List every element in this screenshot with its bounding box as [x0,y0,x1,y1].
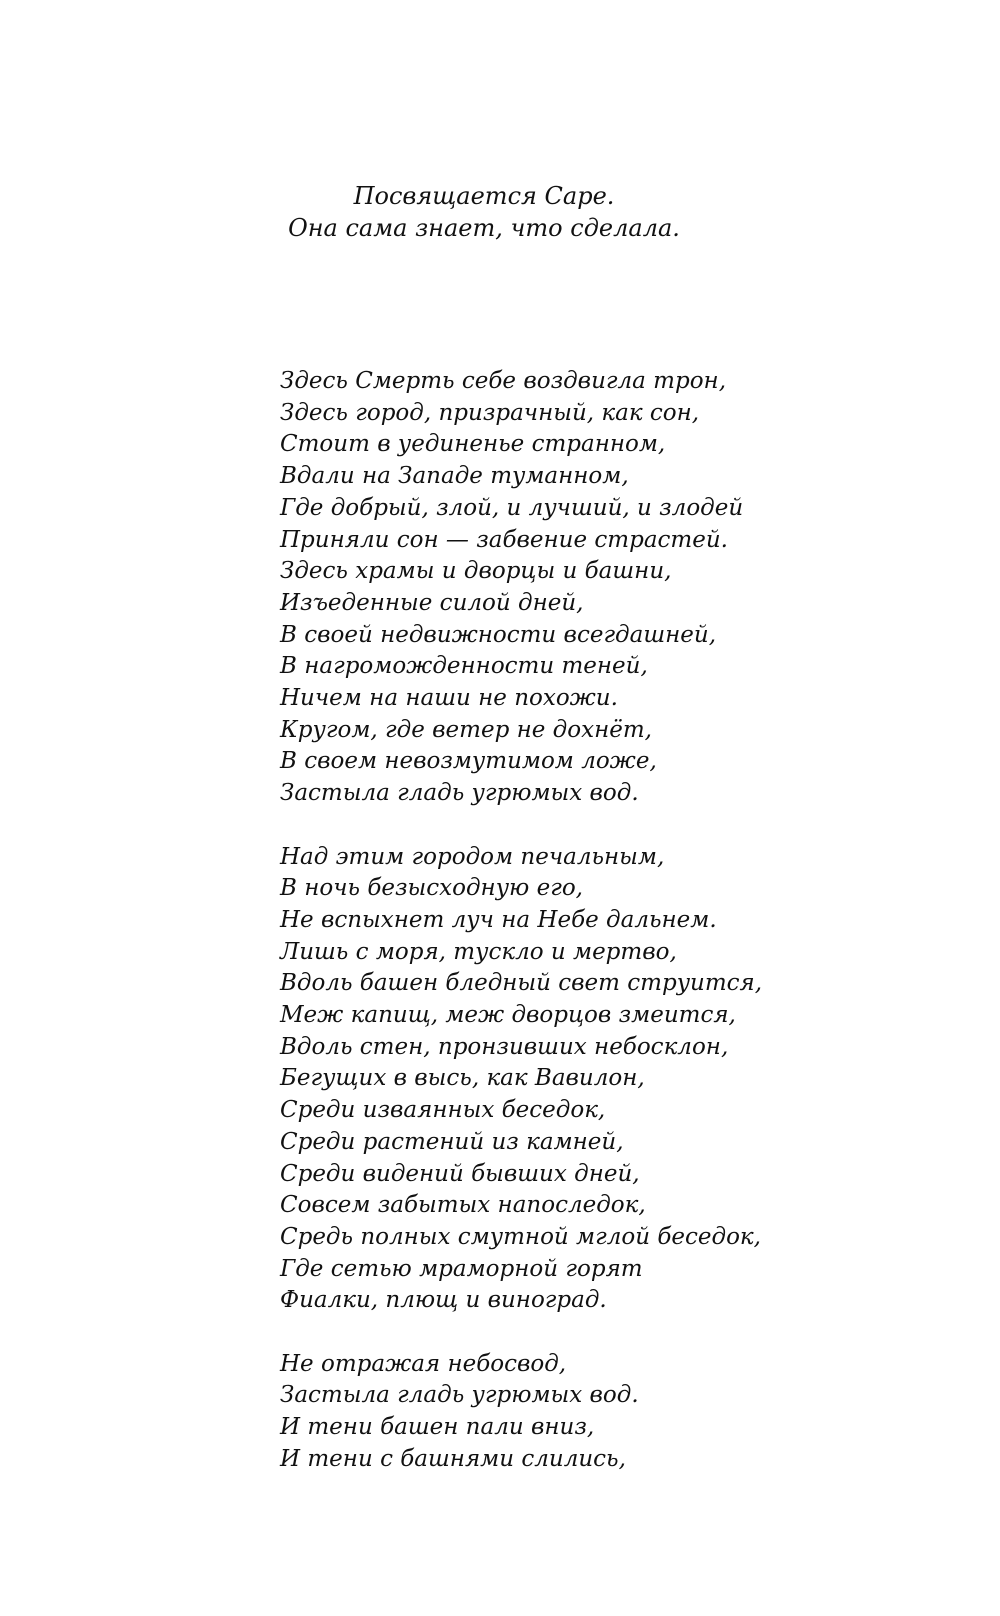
poem-line: Лишь с моря, тускло и мертво, [280,938,677,965]
poem-line: Ничем на наши не похожи. [280,685,618,712]
poem-line: Вдали на Западе туманном, [280,463,629,490]
poem-line: Застыла гладь угрюмых вод. [280,780,639,807]
poem-line: Изъеденные силой дней, [280,589,584,616]
poem-line: Здесь храмы и дворцы и башни, [280,558,672,585]
poem-line: Не отражая небосвод, [280,1350,567,1377]
poem-line: В своем невозмутимом ложе, [280,748,657,775]
poem-line: Вдоль башен бледный свет струится, [280,970,763,997]
dedication-line-2: Она сама знает, что сделала. [288,214,680,242]
poem-line: Средь полных смутной мглой беседок, [280,1223,761,1250]
stanza-2 [280,842,960,1318]
poem-line: Здесь город, призрачный, как сон, [280,399,700,426]
dedication-line-1: Посвящается Саре. [353,182,615,210]
poem-line: Фиалки, плющ и виноград. [280,1287,607,1314]
poem-line: Бегущих в высь, как Вавилон, [280,1065,645,1092]
poem-line: Где добрый, злой, и лучший, и злодей [280,494,744,521]
poem-line: В своей недвижности всегдашней, [280,621,717,648]
poem-line: Застыла гладь угрюмых вод. [280,1382,639,1409]
poem-line: И тени с башнями слились, [280,1445,626,1472]
poem-line: Вдоль стен, пронзивших небосклон, [280,1033,729,1060]
poem-line: В нагроможденности теней, [280,653,648,680]
poem-line: Меж капищ, меж дворцов змеится, [280,1002,736,1029]
stanza-1 [280,366,960,810]
stanza-3 [280,1349,960,1476]
poem-line: Здесь Смерть себе воздвигла трон, [280,368,727,394]
poem-line: Над этим городом печальным, [280,843,665,870]
poem-line: Кругом, где ветер не дохнёт, [280,716,652,743]
poem-line: Среди видений бывших дней, [280,1160,640,1187]
poem-line: Стоит в уединенье странном, [280,431,666,458]
poem-line: Среди растений из камней, [280,1128,624,1155]
dedication [0,180,968,244]
poem-line: Приняли сон — забвение страстей. [280,526,728,553]
poem-line: Совсем забытых напоследок, [280,1192,646,1219]
poem-line: И тени башен пали вниз, [280,1414,595,1441]
poem-line: Не вспыхнет луч на Небе дальнем. [280,906,717,933]
poem-line: Где сетью мраморной горят [280,1255,643,1282]
poem [280,366,960,1476]
poem-line: В ночь безысходную его, [280,875,583,902]
poem-line: Среди изваянных беседок, [280,1097,606,1124]
